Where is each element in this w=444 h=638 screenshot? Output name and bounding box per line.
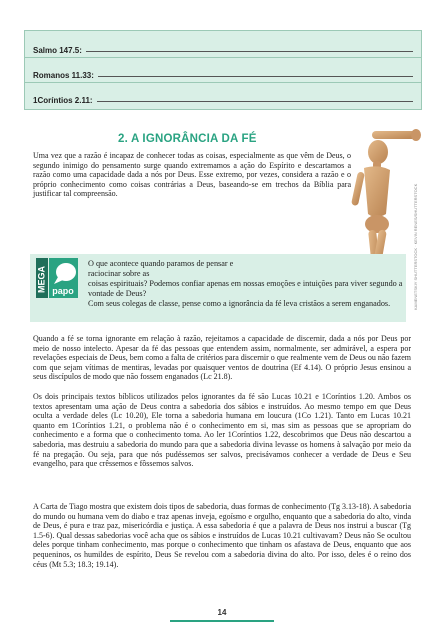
body-paragraph: Quando a fé se torna ignorante em relação à razão, rejeitamos a capacidade de discernir, dada a nós por Deus por meio de nosso intelecto. Apesar da fé das pessoas que entendem assim, normalmente, ser admirável, a espera por revelações especiais de Deus, bem como a falta de critérios para discernir o que realmente vem de Deus ou não fazem com que sejam vítimas de mentiras, levadas por quaisquer ventos de doutrina (Ef 4.14). O próprio Jesus ensinou a seus discípulos de modo que não fossem enganados (Lc 21.8). xyxy=(33,334,411,382)
mega-papo-logo xyxy=(36,258,78,298)
logo-text-mega: MEGA xyxy=(36,266,47,293)
verse-label: 1Coríntios 2.11: xyxy=(33,96,93,105)
answer-line[interactable] xyxy=(86,51,413,52)
body-paragraph: Os dois principais textos bíblicos utilizados pelos ignorantes da fé são Lucas 10.21 e 1Coríntios 1.20. Ambos os textos apresentam uma ação de Deus contra a sabedoria dos sábios e instruídos. Ao mesmo tempo em que Deus oculta a verdade deles (Lc 10.20), Ele torna a sabedoria humana em loucura (1Co 1.21). Tanto em Lucas 10.21 quanto em 1Coríntios 1.21, o problema não é o conhecimento em si, mas sim as pessoas que se apropriam do conhecimento e a forma que o conhecimento toma. Ao ler 1Coríntios 1.22, descobrimos que Deus não descartou a sabedoria, mas destruiu a sabedoria do mundo para que a sabedoria divina levasse os homens à salvação por meio da fé na pregação. Ou seja, para que nós pudéssemos ser salvos, precisávamos conhecer a verdade de Deus e Seu evangelho, para que crêssemos e fôssemos salvos. xyxy=(33,392,411,469)
papo-question-body xyxy=(88,279,404,309)
verse-label: Salmo 147.5: xyxy=(33,46,82,55)
verse-row xyxy=(33,39,413,55)
section-title: 2. A IGNORÂNCIA DA FÉ xyxy=(118,133,257,145)
body-paragraph: A Carta de Tiago mostra que existem dois tipos de sabedoria, duas formas de conhecimento (Tg 3.13-18). A sabedoria do mundo ou humana vem do diabo e traz apenas inveja, egoísmo e orgulho, enquanto que a sabedoria do alto, vinda de Deus, é pura e traz paz, misericórdia e justiça. A essa sabedoria é que a palavra de Deus nos instrui a buscar (Tg 1.5-6). Qual dessas sabedorias você acha que os sábios e instruídos de Lucas 10.21 cultivavam? Deus não Se ocultou deles porque tinham conhecimento, mas porque o conhecimento que tinham os afastava de Deus, enquanto que aos pequeninos, os humildes de espírito, Deus Se revelou com a sabedoria divina do alto. Por isso, deles é o reino dos céus (Mt 5.3; 18.3; 19.14). xyxy=(33,502,411,569)
answer-line[interactable] xyxy=(97,101,413,102)
intro-paragraph: Uma vez que a razão é incapaz de conhecer todas as coisas, especialmente as que vêm de Deus, o segundo inimigo do pensamento surge quando extremamos a ação do Espírito e descartamos a razão como uma capacidade dada a nós por Deus. Esse extremo, por vezes, considera a razão e o próprio conhecimento como coisas contrárias a Deus, baseando-se em trechos da Bíblia para justificar tal compreensão. xyxy=(33,151,351,199)
divider xyxy=(25,82,421,83)
page-number-underline xyxy=(170,620,274,622)
papo-question: coisas espirituais? Podemos confiar apenas em nossas emoções e intuições para viver segundo a vontade de Deus? xyxy=(88,279,403,298)
page-number: 14 xyxy=(217,608,227,617)
verse-lookup-box xyxy=(24,30,422,110)
divider xyxy=(25,57,421,58)
verse-row xyxy=(33,89,413,105)
image-credit: KAMENETSKIY SHUTTERSTOCK · KEVIN RENES/SHUTTERSTOCK xyxy=(413,183,418,310)
verse-label: Romanos 11.33: xyxy=(33,71,94,80)
papo-prompt: Com seus colegas de classe, pense como a ignorância da fé leva cristãos a serem enganados. xyxy=(88,299,391,308)
papo-question-intro: O que acontece quando paramos de pensar e raciocinar sobre as xyxy=(88,259,234,278)
verse-row xyxy=(33,64,413,80)
logo-text-papo: papo xyxy=(52,286,74,296)
answer-line[interactable] xyxy=(98,76,413,77)
